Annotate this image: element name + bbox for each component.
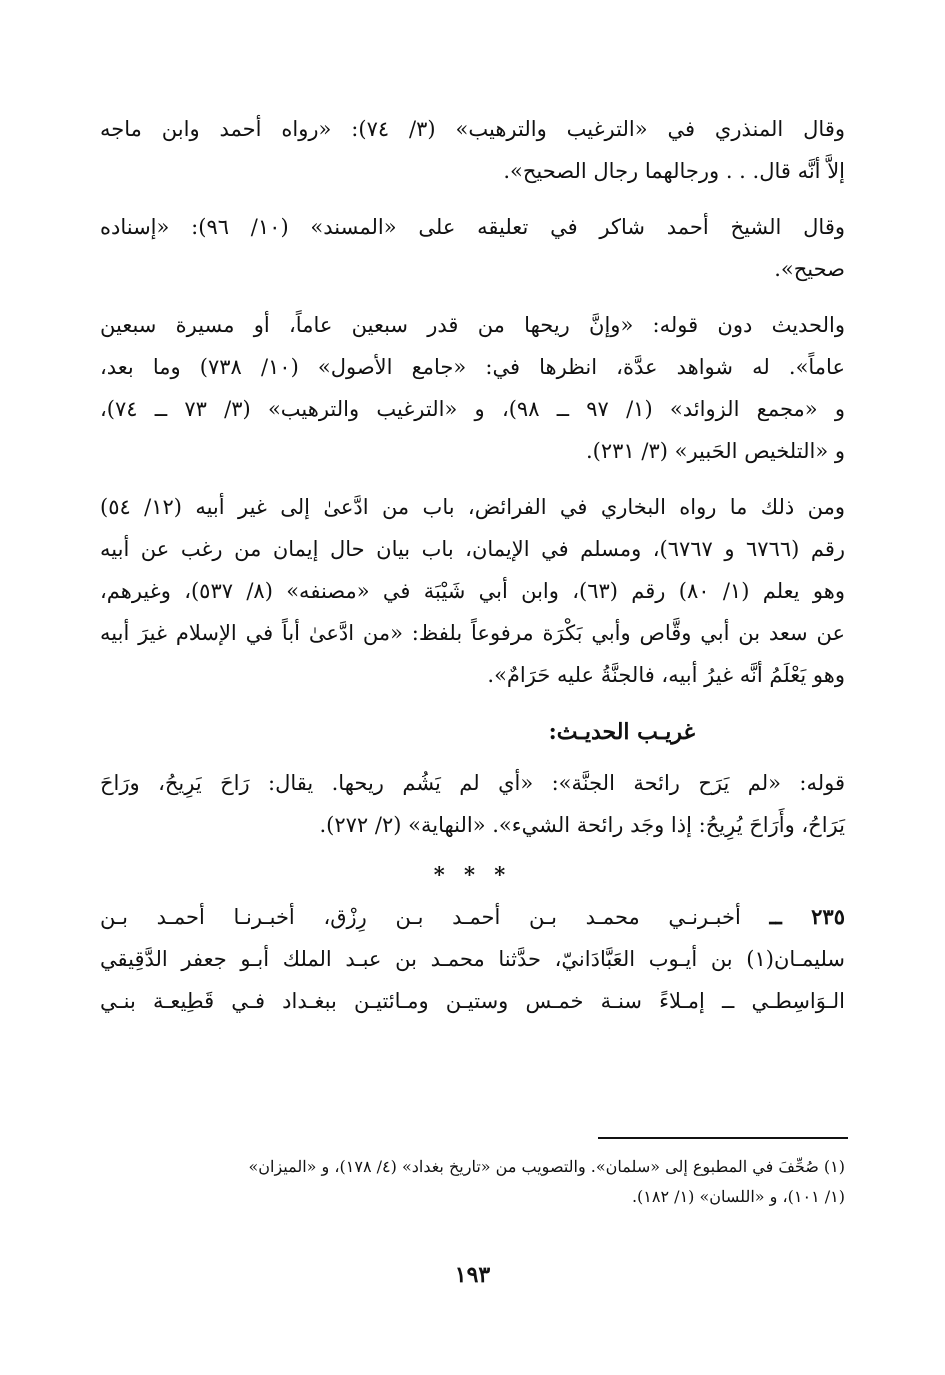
text-line: عن سعد بن أبي وقَّاص وأبي بَكْرَة مرفوعاً بلفظ: «من ادَّعىٰ أباً في الإسلام غيرَ أبيه: [100, 621, 845, 645]
hadith-paragraph: [100, 896, 845, 1022]
footnote-line: (١) صُحِّفَ في المطبوع إلى «سلمان». والتصويب من «تاريخ بغداد» (٤/ ١٧٨)، و «الميزان»: [248, 1157, 845, 1176]
text-line: الـوَاسِطـي ــ إمـلاءً سنـة خمـس وستيـن ومـائتيـن ببغـداد فـي قَطِيعـة بنـي: [100, 989, 845, 1013]
section-heading: غريـب الحديـث:: [548, 719, 695, 745]
footnote-line: (١/ ١٠١)، و «اللسان» (١/ ١٨٢).: [631, 1187, 845, 1206]
text-line: ومن ذلك ما رواه البخاري في الفرائض، باب من ادَّعىٰ إلى غير أبيه (١٢/ ٥٤): [100, 495, 845, 519]
text-line: وقال الشيخ أحمد شاكر في تعليقه على «المسند» (١٠/ ٩٦): «إسناده: [100, 215, 846, 239]
text-line: وقال المنذري في «الترغيب والترهيب» (٣/ ٧٤): «رواه أحمد وابن ماجه: [100, 117, 845, 141]
footnote-divider: [598, 1137, 848, 1139]
text-line: صحيح».: [774, 257, 845, 281]
text-line: وهو يعلم (١/ ٨٠) رقم (٦٣)، وابن أبي شَيْبَة في «مصنفه» (٨/ ٥٣٧)، وغيرهم،: [100, 579, 845, 603]
paragraph-gharib: [100, 762, 845, 846]
paragraph-shawahid: [100, 304, 845, 472]
text-line: و «مجمع الزوائد» (١/ ٩٧ ــ ٩٨)، و «الترغيب والترهيب» (٣/ ٧٣ ــ ٧٤)،: [100, 397, 845, 421]
text-line: وهو يَعْلَمُ أنَّه غيرُ أبيه، فالجنَّةُ عليه حَرَامٌ».: [487, 663, 845, 687]
text-line: عاماً». له شواهد عدَّة، انظرها في: «جامع الأصول» (١٠/ ٧٣٨) وما بعد،: [100, 355, 845, 379]
text-line: سليمـان(١) بن أيـوب العَبَّادَانيّ، حدَّثنا محمـد بن عبـد الملك أبـو جعفر الدَّقِيقي: [100, 947, 845, 971]
main-text: [100, 108, 845, 1036]
hadith-text: أخبـرنـي محمـد بـن أحمـد بـن رِزْق، أخبـرنـا أحمـد بـن: [100, 905, 741, 929]
text-line: يَرَاحُ، وأَرَاحَ يُرِيحُ: إذا وجَد رائحة الشيء». «النهاية» (٢/ ٢٧٢).: [319, 813, 845, 837]
footnote: [100, 1152, 845, 1212]
paragraph-shakir: [100, 206, 845, 290]
hadith-number: ٢٣٥ ــ: [769, 904, 845, 929]
paragraph-bukhari: [100, 486, 845, 696]
text-line: إلاَّ أنَّه قال. . . ورجالهما رجال الصحيح».: [503, 159, 845, 183]
page-number: ١٩٣: [454, 1262, 491, 1288]
text-line: قوله: «لم يَرَح رائحة الجنَّة»: «أي لم يَشُم ريحها. يقال: رَاحَ يَرِيحُ، ورَاحَ: [100, 771, 845, 795]
text-line: رقم (٦٧٦٦ و ٦٧٦٧)، ومسلم في الإيمان، باب بيان حال إيمان من رغب عن أبيه: [100, 537, 846, 561]
text-line: و «التلخيص الحَبير» (٣/ ٢٣١).: [585, 439, 845, 463]
text-line: [100, 896, 845, 938]
paragraph-mundhiri: [100, 108, 845, 192]
text-line: والحديث دون قوله: «وإنَّ ريحها من قدر سبعين عاماً، أو مسيرة سبعين: [100, 313, 845, 337]
section-separator: * * *: [433, 862, 512, 887]
